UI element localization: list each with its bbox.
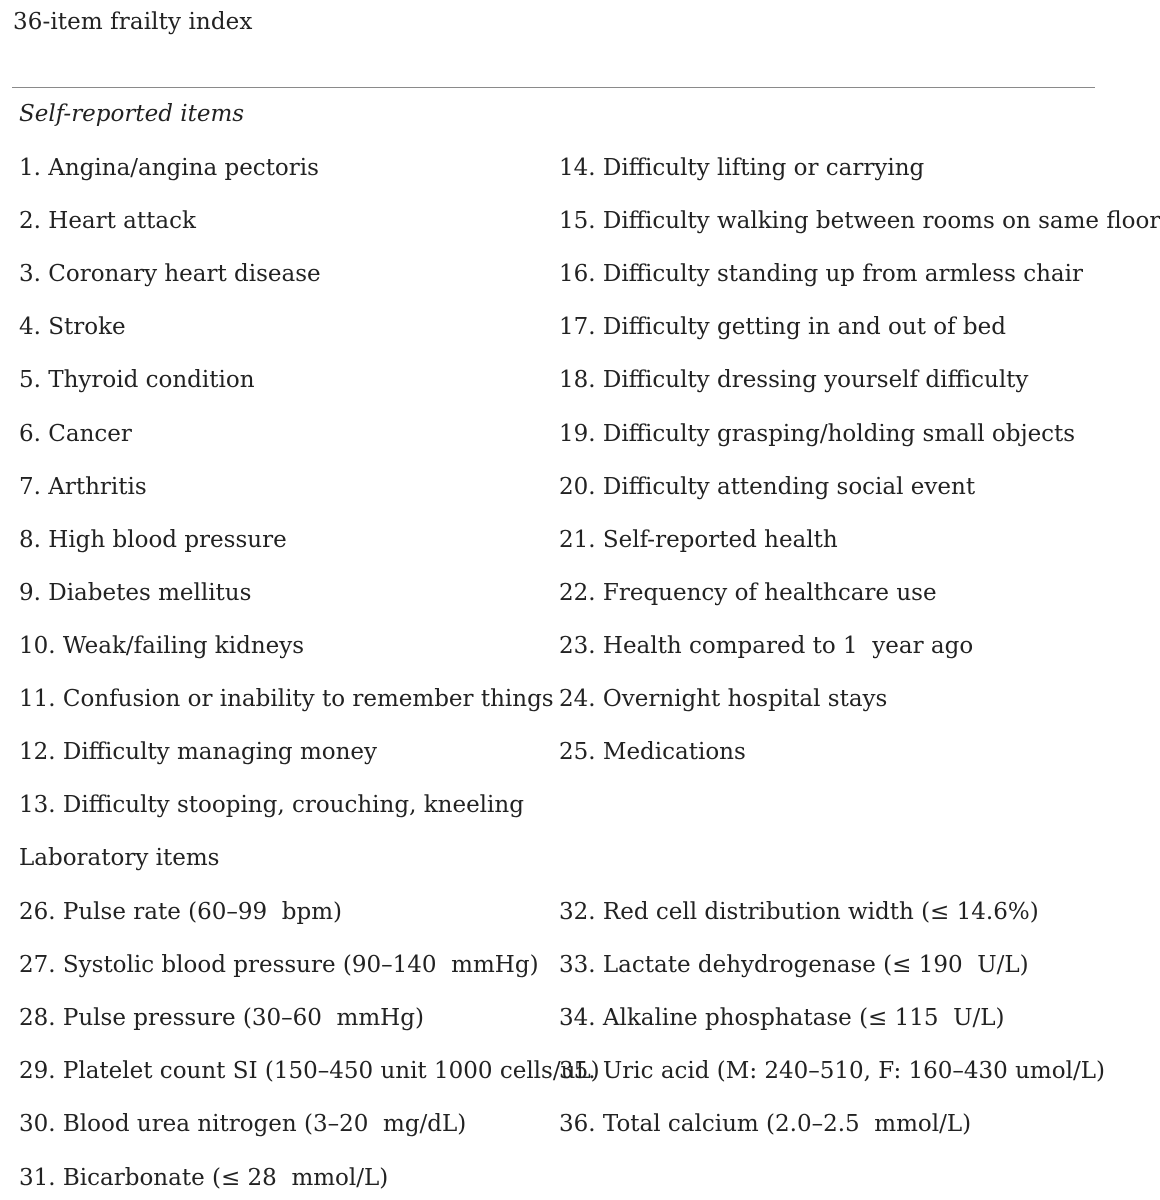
list-item: 26. Pulse rate (60–99 bpm) [19,899,342,925]
list-item: 11. Confusion or inability to remember things [19,686,554,712]
list-item: 16. Difficulty standing up from armless chair [559,261,1083,288]
title-divider [12,87,1095,88]
page-title: 36-item frailty index [13,9,253,35]
list-item: 21. Self-reported health [559,526,838,553]
list-item: 33. Lactate dehydrogenase (≤ 190 U/L) [559,952,1029,979]
list-item: 1. Angina/angina pectoris [19,155,319,181]
list-item: 15. Difficulty walking between rooms on same floor [559,208,1160,235]
list-item: 13. Difficulty stooping, crouching, kneeling [19,792,524,819]
list-item: 6. Cancer [19,420,132,447]
list-item: 29. Platelet count SI (150–450 unit 1000 cells/uL) [19,1058,600,1085]
list-item: 19. Difficulty grasping/holding small objects [559,420,1076,447]
list-item: 10. Weak/failing kidneys [19,632,305,659]
list-item: 3. Coronary heart disease [19,261,321,288]
self-reported-heading: Self-reported items [19,101,245,127]
list-item: 36. Total calcium (2.0–2.5 mmol/L) [559,1111,972,1138]
list-item: 30. Blood urea nitrogen (3–20 mg/dL) [19,1111,467,1138]
list-item: 7. Arthritis [19,473,147,500]
list-item: 28. Pulse pressure (30–60 mmHg) [19,1005,424,1032]
list-item: 20. Difficulty attending social event [559,473,976,500]
list-item: 34. Alkaline phosphatase (≤ 115 U/L) [559,1005,1005,1032]
list-item: 4. Stroke [19,314,126,341]
list-item: 9. Diabetes mellitus [19,579,252,606]
list-item: 24. Overnight hospital stays [559,686,888,712]
list-item: 22. Frequency of healthcare use [559,579,937,606]
list-item: 32. Red cell distribution width (≤ 14.6%) [559,899,1039,925]
list-item: 2. Heart attack [19,208,196,235]
list-item: 5. Thyroid condition [19,367,255,394]
list-item: 27. Systolic blood pressure (90–140 mmHg) [19,952,539,979]
list-item: 31. Bicarbonate (≤ 28 mmol/L) [19,1164,389,1191]
list-item: 8. High blood pressure [19,526,287,553]
laboratory-heading: Laboratory items [19,845,220,871]
list-item: 14. Difficulty lifting or carrying [559,155,925,181]
list-item: 17. Difficulty getting in and out of bed [559,314,1006,341]
list-item: 18. Difficulty dressing yourself difficulty [559,367,1029,394]
list-item: 23. Health compared to 1 year ago [559,632,974,659]
list-item: 25. Medications [559,739,746,766]
list-item: 35. Uric acid (M: 240–510, F: 160–430 umol/L) [559,1058,1105,1085]
list-item: 12. Difficulty managing money [19,739,378,766]
